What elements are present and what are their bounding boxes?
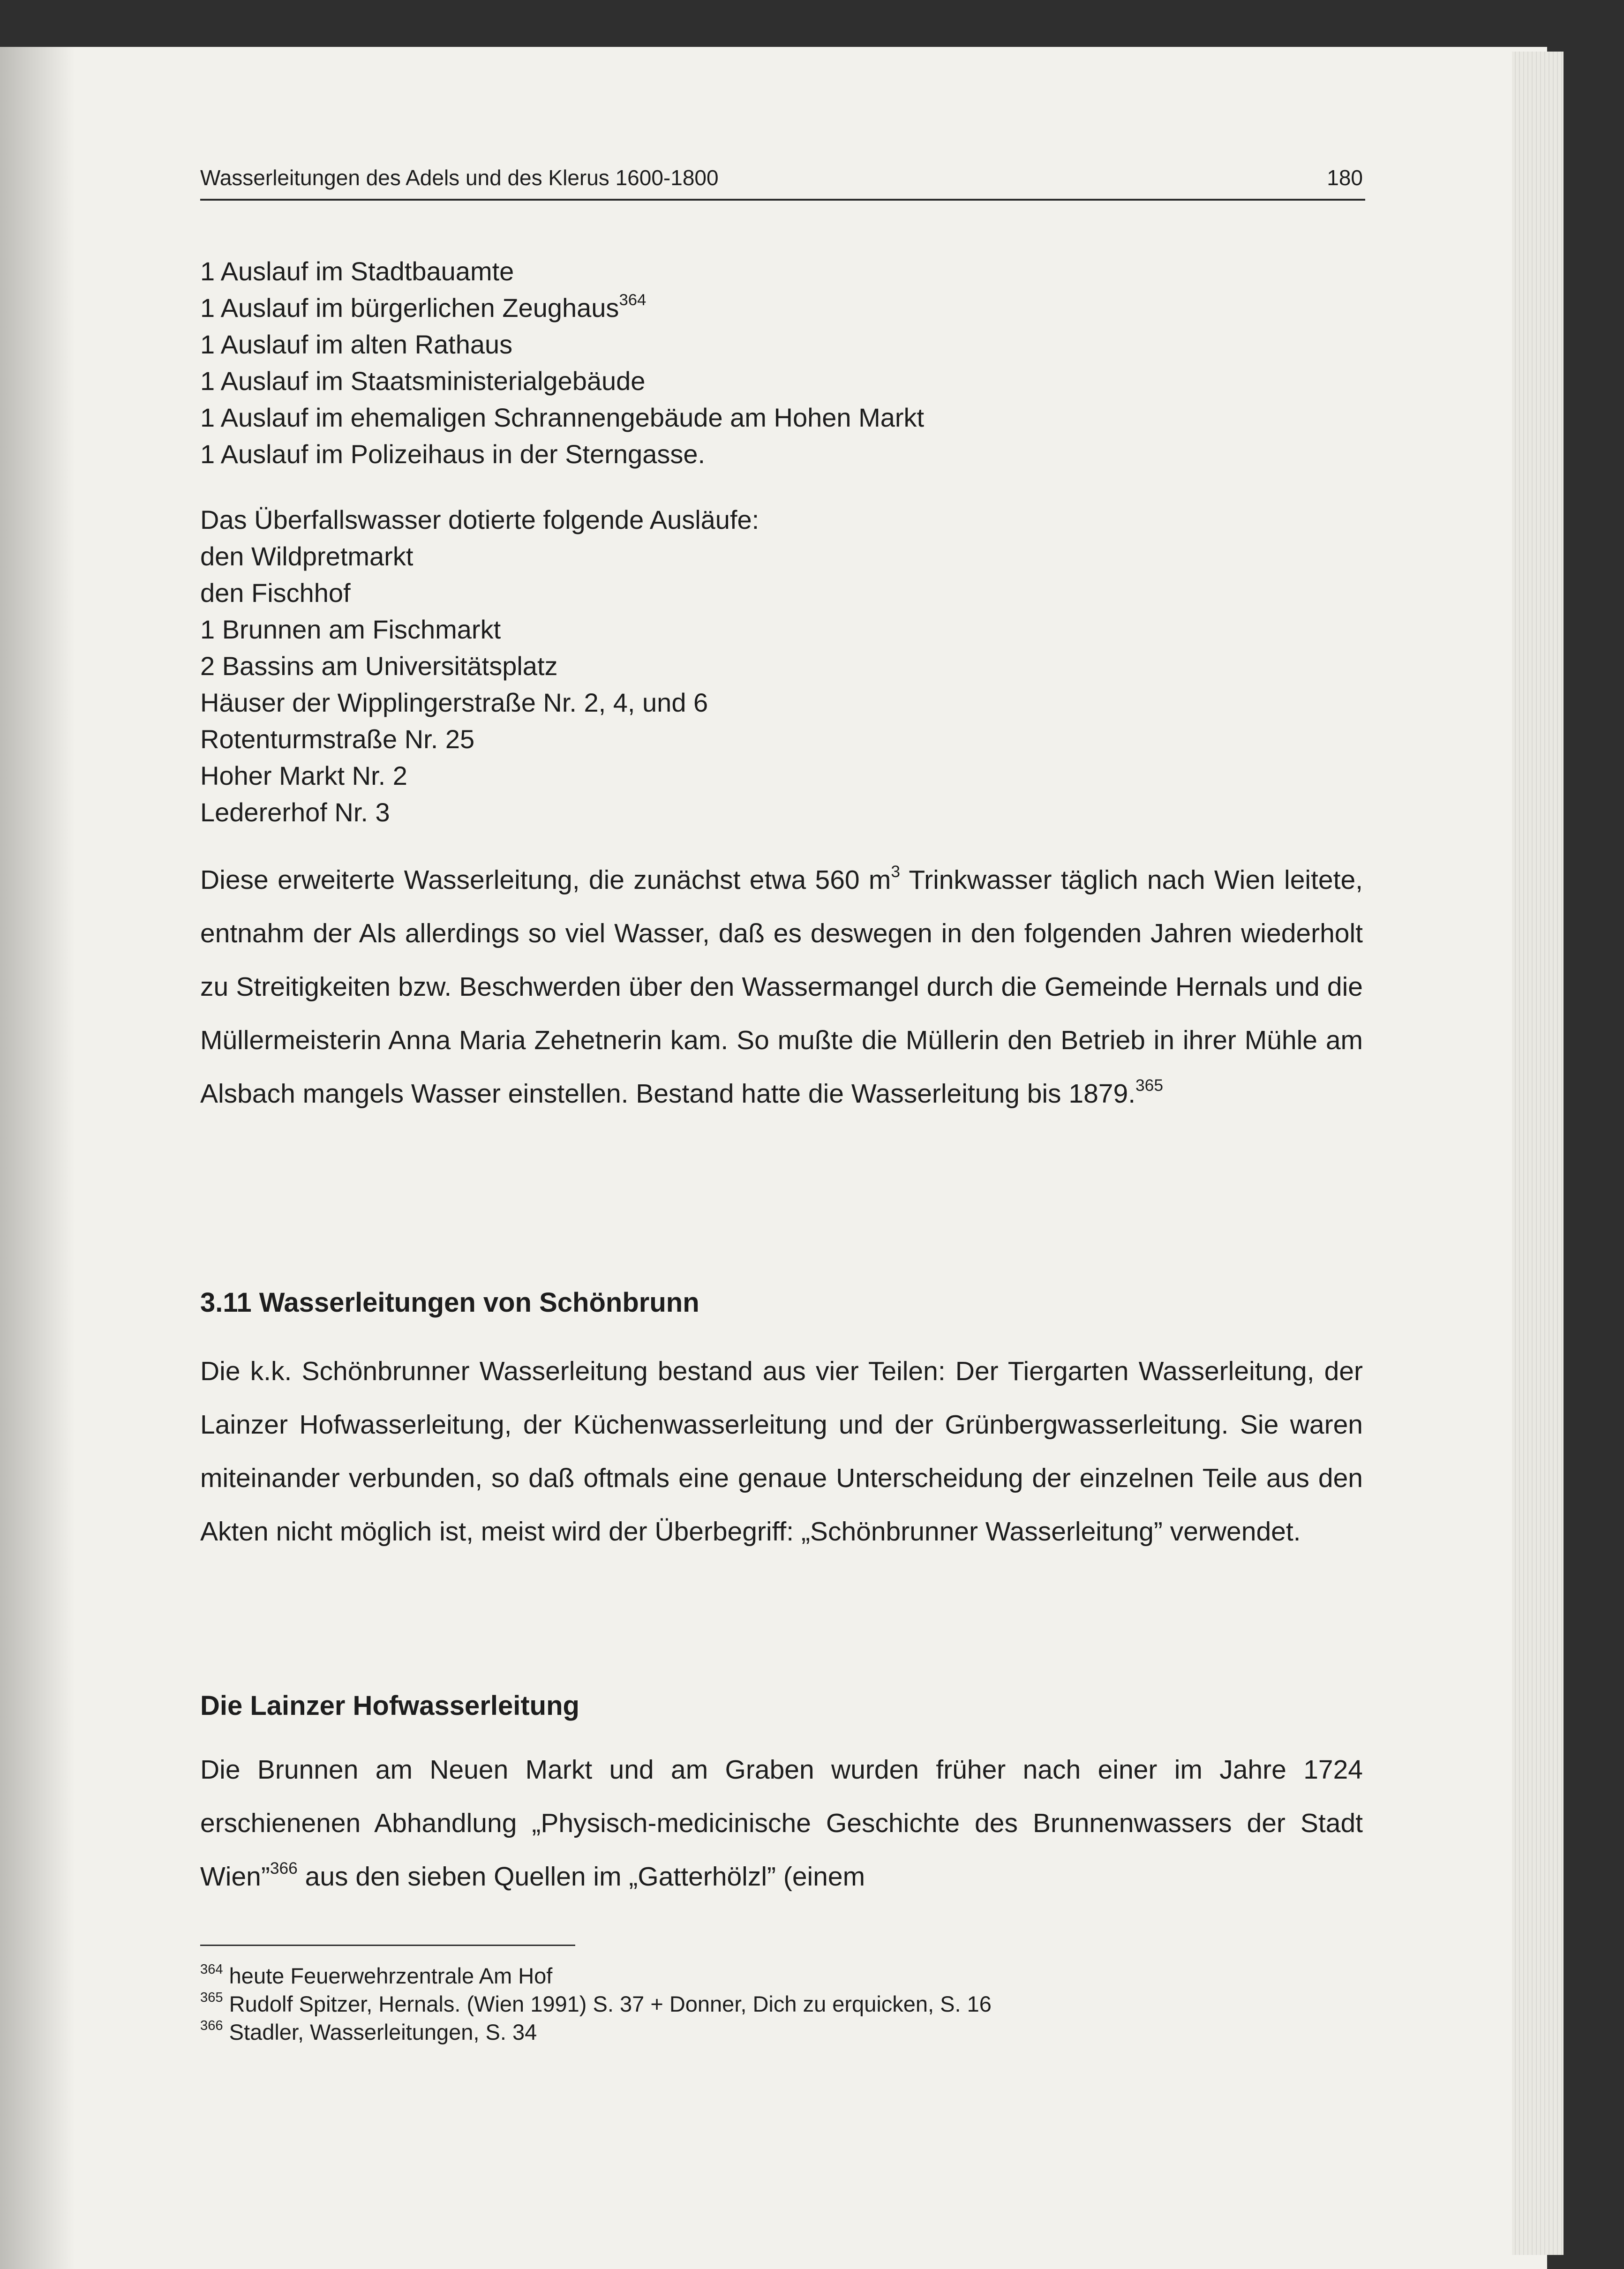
list-item: 1 Auslauf im Staatsministerialgebäude	[200, 366, 646, 396]
outlet-list	[200, 253, 1363, 473]
list-item: Rotenturmstraße Nr. 25	[200, 724, 475, 754]
footnote-ref: 365	[1135, 1076, 1163, 1095]
running-header-title: Wasserleitungen des Adels und des Klerus 1600-1800	[200, 165, 719, 190]
paragraph-water-pipeline: Diese erweiterte Wasserleitung, die zunächst etwa 560 $m^3$ Trinkwasser täglich nach Wien leitete, entnahm der Als allerdings so viel Wasser, daß es deswegen in den folgenden Jahren wiederholt zu Streitigkeiten bzw. Beschwerden über den Wassermangel durch die Gemeinde Hernals und die Müllermeisterin Anna Maria Zehetnerin kam. So mußte die Müllerin den Betrieb in ihrer Mühle am Alsbach mangels Wasser einstellen. Bestand hatte die Wasserleitung bis 1879.$^{365}$	[200, 862, 1363, 1109]
footnote-ref: 366	[270, 1859, 298, 1878]
list-item: Hoher Markt Nr. 2	[200, 761, 407, 790]
footnotes	[200, 1962, 1363, 2046]
list-item: 1 Brunnen am Fischmarkt	[200, 615, 501, 644]
list-item: den Wildpretmarkt	[200, 541, 414, 571]
list-item: Häuser der Wipplingerstraße Nr. 2, 4, und 6	[200, 688, 708, 717]
list-item: 1 Auslauf im Polizeihaus in der Sterngasse.	[200, 439, 706, 469]
list-item: 1 Auslauf im Stadtbauamte	[200, 256, 514, 286]
footnote-rule	[200, 1945, 575, 1946]
list-item: 2 Bassins am Universitätsplatz	[200, 651, 558, 681]
footnote: $^{366}$ Stadler, Wasserleitungen, S. 34	[200, 2018, 537, 2044]
list-item: den Fischhof	[200, 578, 351, 608]
page-gutter-shadow	[0, 47, 75, 2269]
subsection-heading: Die Lainzer Hofwasserleitung	[200, 1690, 579, 1721]
list-item: Das Überfallswasser dotierte folgende Ausläufe:	[200, 505, 759, 534]
section-heading: 3.11 Wasserleitungen von Schönbrunn	[200, 1287, 699, 1318]
list-item: Ledererhof Nr. 3	[200, 797, 390, 827]
page-number: 180	[1327, 165, 1363, 190]
running-header	[200, 165, 1363, 190]
paragraph-lainzer: Die Brunnen am Neuen Markt und am Graben wurden früher nach einer im Jahre 1724 erschienenen Abhandlung „Physisch-medicinische Geschichte des Brunnenwassers der Stadt Wien”$^{366}$ aus den sieben Quellen im „Gatterhölzl” (einem	[200, 1755, 1363, 1892]
footnote-ref: 364	[619, 291, 647, 309]
page-edges	[1512, 52, 1564, 2255]
footnote: $^{364}$ heute Feuerwehrzentrale Am Hof	[200, 1961, 553, 1988]
overflow-outlet-list	[200, 502, 1363, 831]
paragraph-schoenbrunn: Die k.k. Schönbrunner Wasserleitung bestand aus vier Teilen: Der Tiergarten Wasserleitung, der Lainzer Hofwasserleitung, der Küchenwasserleitung und der Grünbergwasserleitung. Sie waren miteinander verbunden, so daß oftmals eine genaue Unterscheidung der einzelnen Teile aus den Akten nicht möglich ist, meist wird der Überbegriff: „Schönbrunner Wasserleitung” verwendet.	[200, 1356, 1363, 1547]
list-item: 1 Auslauf im bürgerlichen Zeughaus$^{364}$	[200, 291, 647, 323]
footnote: $^{365}$ Rudolf Spitzer, Hernals. (Wien 1991) S. 37 + Donner, Dich zu erquicken, S. 16	[200, 1990, 992, 2016]
list-item: 1 Auslauf im alten Rathaus	[200, 330, 513, 359]
list-item: 1 Auslauf im ehemaligen Schrannengebäude am Hohen Markt	[200, 403, 925, 432]
header-rule	[200, 199, 1365, 201]
superscript: 3	[891, 862, 901, 881]
